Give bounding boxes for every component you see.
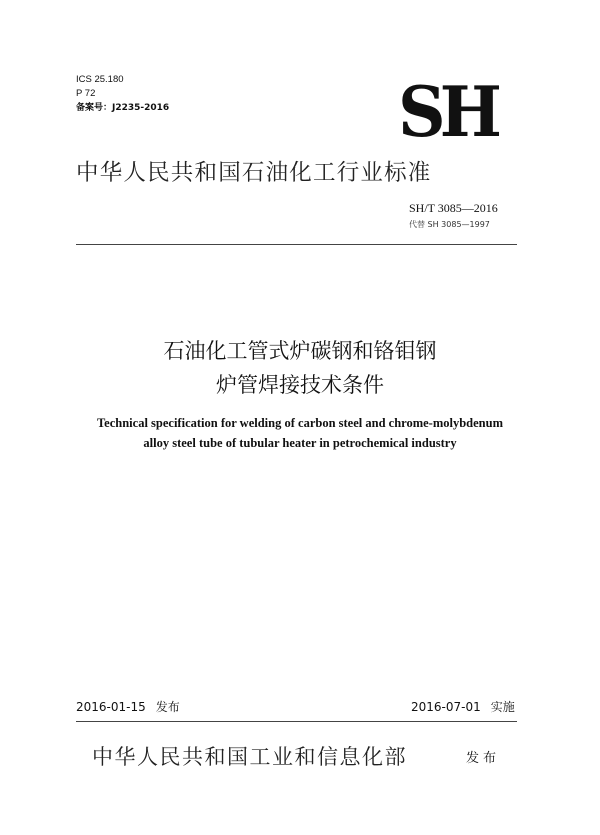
sh-logo: SH <box>398 71 497 153</box>
publisher-label: 发布 <box>466 751 501 766</box>
ics-code: ICS 25.180 <box>76 74 124 85</box>
replaces-standard: 代替 SH 3085—1997 <box>409 220 490 229</box>
english-title-line-1: Technical specification for welding of carbon steel and chrome-molybdenum <box>96 416 503 430</box>
implement-date: 2016-07-01 <box>411 700 481 714</box>
chinese-title-line-1: 石油化工管式炉碳钢和铬钼钢 <box>163 339 437 363</box>
implement-label: 实施 <box>490 700 515 714</box>
issue-label: 发布 <box>155 700 180 714</box>
footer-divider <box>76 721 517 722</box>
class-code: P 72 <box>76 88 96 99</box>
organization-standard-title: 中华人民共和国石油化工行业标准 <box>76 160 432 186</box>
english-title-line-2: alloy steel tube of tubular heater in petrochemical industry <box>143 436 457 450</box>
standard-number: SH/T 3085—2016 <box>409 201 498 215</box>
header-divider <box>76 244 517 245</box>
issue-date: 2016-01-15 <box>76 700 146 714</box>
issue-date-block <box>76 698 180 715</box>
publisher-name: 中华人民共和国工业和信息化部 <box>92 745 407 769</box>
classification-block <box>76 73 169 115</box>
filing-number: 备案号：J2235-2016 <box>76 103 170 113</box>
implement-date-block <box>411 698 515 715</box>
chinese-title-line-2: 炉管焊接技术条件 <box>216 373 384 397</box>
